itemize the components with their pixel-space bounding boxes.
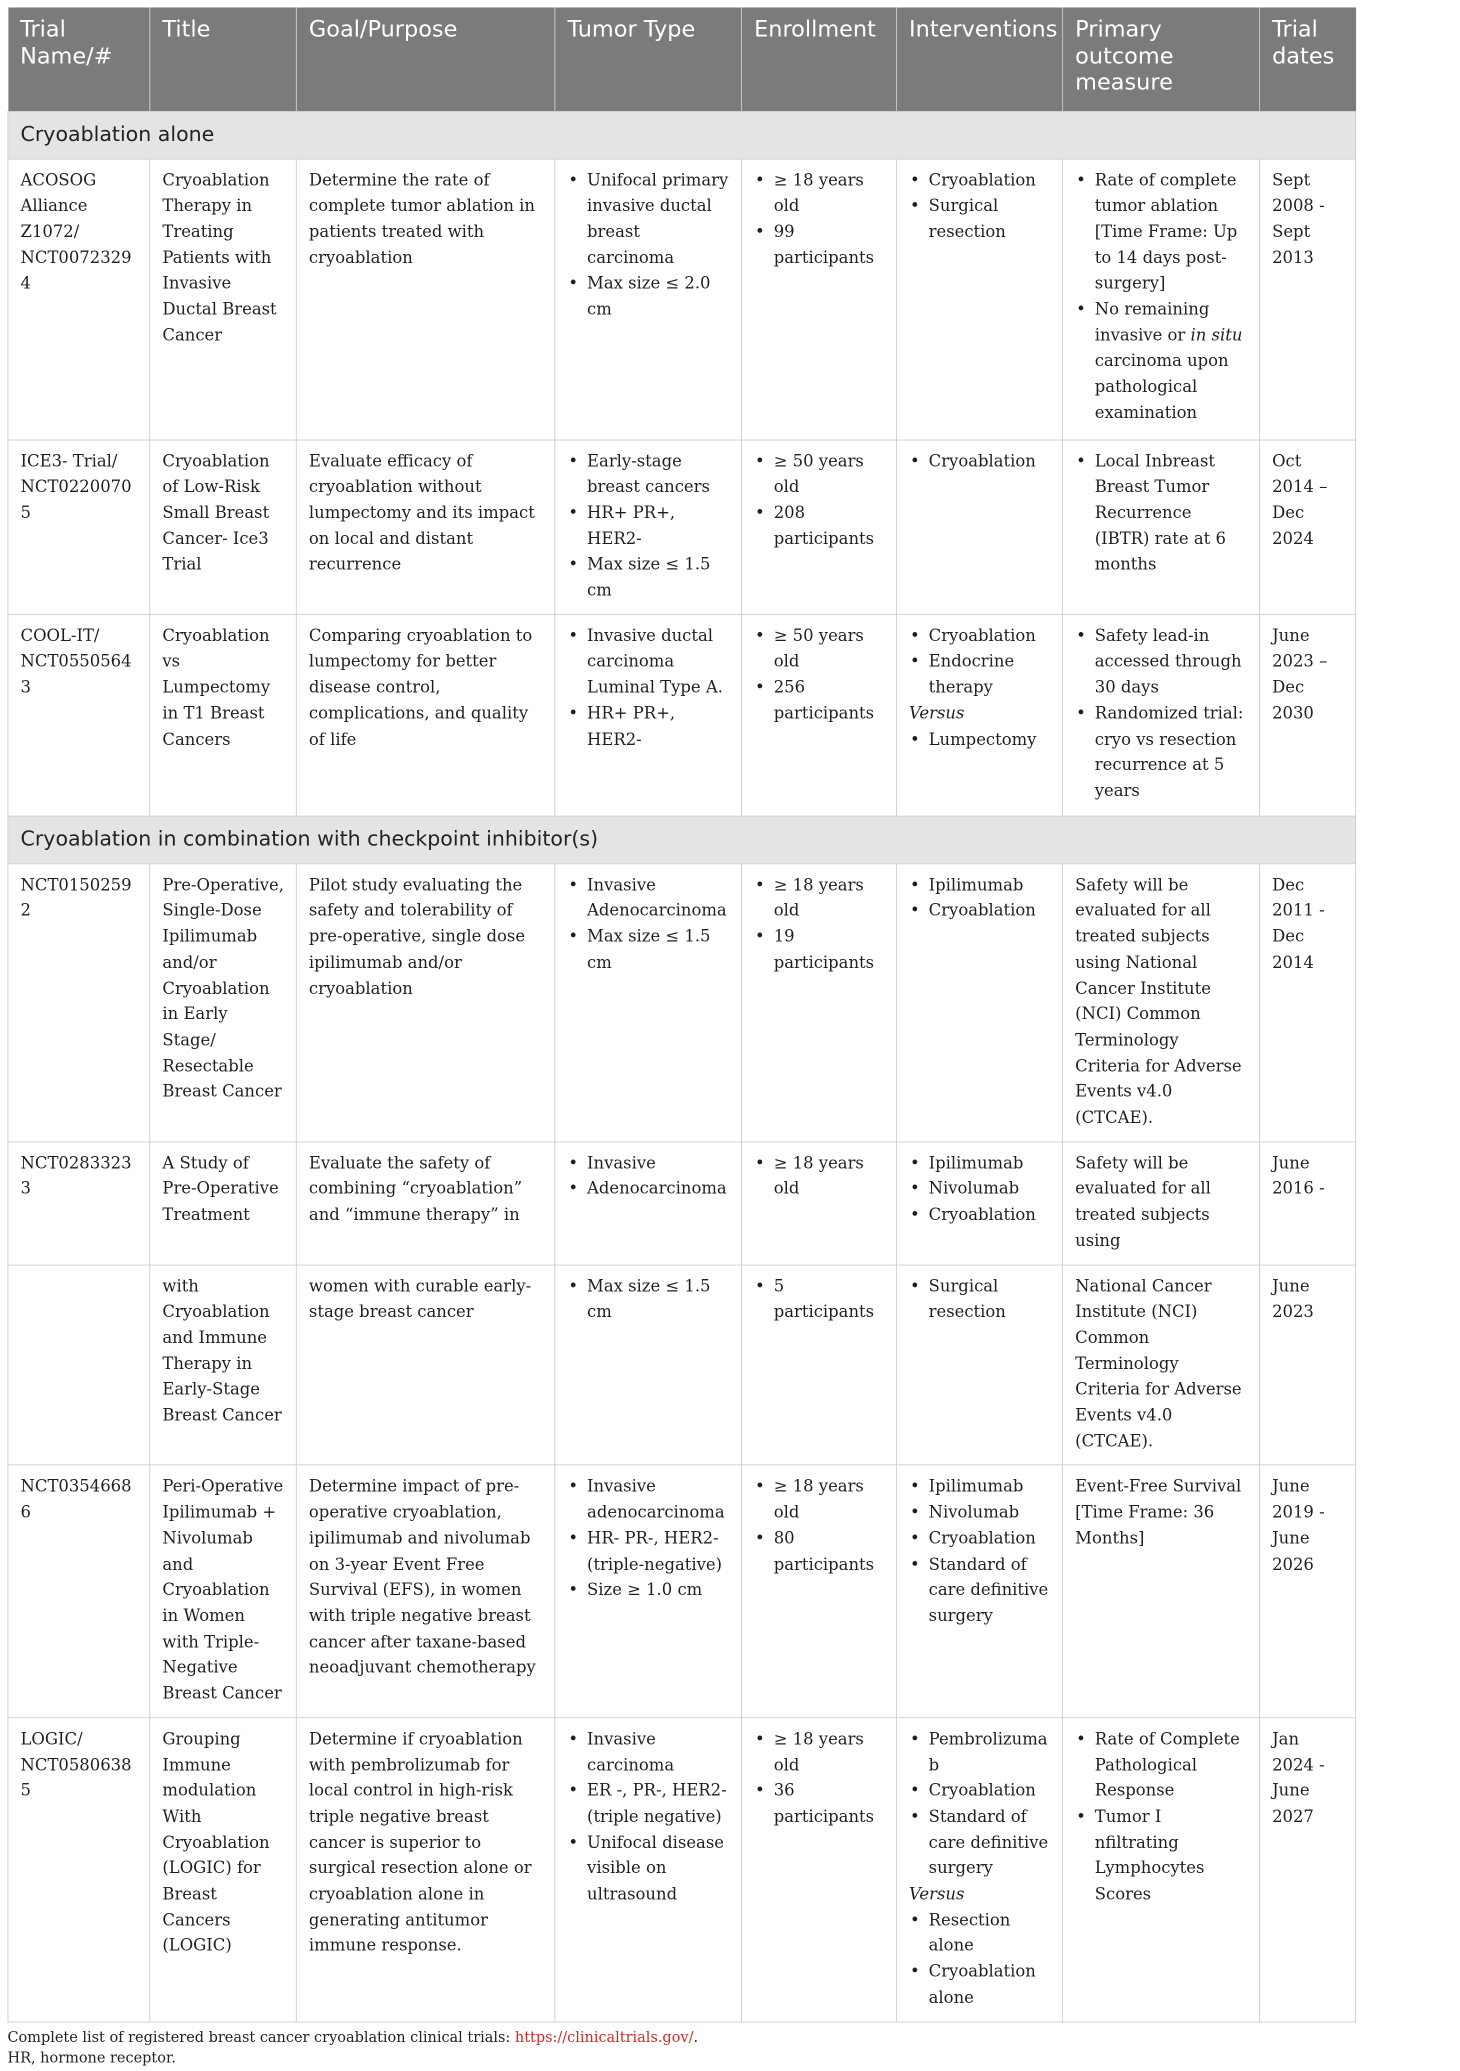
trial-dates-cell: Jan 2024 - June 2027 xyxy=(1259,1718,1355,2022)
footnote-period: . xyxy=(693,2029,699,2046)
list-item: • ER -, PR-, HER2- (triple negative) xyxy=(567,1779,729,1831)
goal-cell: Determine the rate of complete tumor ablation in patients treated with cryoablation xyxy=(296,159,555,440)
outcome-text: No remaining invasive or xyxy=(1094,300,1210,346)
interventions-cell xyxy=(896,440,1062,615)
list-item: • Unifocal primary invasive ductal breast carcinoma xyxy=(567,168,729,271)
list-item: • Cryoablation xyxy=(909,1779,1051,1805)
table-row xyxy=(8,1142,1356,1265)
tumor-list xyxy=(567,449,729,604)
section-row xyxy=(8,816,1356,864)
outcome-text: carcinoma upon pathological examination xyxy=(1094,352,1229,423)
list-item: • Max size ≤ 2.0 cm xyxy=(567,272,729,324)
enrollment-cell xyxy=(742,864,897,1142)
list-item: • HR- PR-, HER2- (triple-negative) xyxy=(567,1527,729,1579)
goal-cell: Determine if cryoablation with pembrolizumab for local control in high-risk triple negative breast cancer is superior to surgical resection alone or cryoablation alone in generating antitumor immune response. xyxy=(296,1718,555,2022)
list-item: • Ipilimumab xyxy=(909,873,1051,899)
interventions-cell xyxy=(896,1465,1062,1717)
trial-dates-cell: June 2023 – Dec 2030 xyxy=(1259,614,1355,816)
header-title: Title xyxy=(150,7,297,111)
list-item xyxy=(1075,298,1248,427)
enrollment-cell xyxy=(742,440,897,615)
list-item: • 80 participants xyxy=(754,1527,885,1579)
list-item: • Standard of care definitive surgery xyxy=(909,1553,1051,1631)
tumor-list xyxy=(567,873,729,976)
outcome-cell: Event-Free Survival [Time Frame: 36 Months] xyxy=(1063,1465,1260,1717)
outcome-cell: Safety will be evaluated for all treated subjects using xyxy=(1063,1142,1260,1265)
list-item: • Max size ≤ 1.5 cm xyxy=(567,925,729,977)
list-item: • HR+ PR+, HER2- xyxy=(567,702,729,754)
versus-label: Versus xyxy=(909,1885,965,1904)
list-item: • Tumor I nfiltrating Lymphocytes Scores xyxy=(1075,1805,1248,1908)
list-item: • Resection alone xyxy=(909,1908,1051,1960)
enrollment-list xyxy=(754,449,885,552)
interventions-list xyxy=(909,449,1051,475)
clinicaltrials-link[interactable]: https://clinicaltrials.gov/ xyxy=(514,2029,694,2046)
table-row xyxy=(8,159,1356,440)
list-item: • Rate of Complete Pathological Response xyxy=(1075,1727,1248,1805)
tumor-type-cell xyxy=(555,1265,742,1466)
list-item: • Nivolumab xyxy=(909,1501,1051,1527)
enrollment-list xyxy=(754,1151,885,1203)
goal-cell: Comparing cryoablation to lumpectomy for better disease control, complications, and quality of life xyxy=(296,614,555,816)
interventions-list-alt xyxy=(909,1908,1051,2011)
outcome-cell xyxy=(1063,614,1260,816)
trial-name-cell: ICE3- Trial/ NCT02200705 xyxy=(8,440,150,615)
footnote-abbreviation: HR, hormone receptor. xyxy=(7,2049,176,2067)
tumor-list xyxy=(567,168,729,323)
interventions-list xyxy=(909,1274,1051,1326)
outcome-italic: in situ xyxy=(1190,326,1243,346)
interventions-list xyxy=(909,168,1051,246)
trial-dates-cell: June 2016 - xyxy=(1259,1142,1355,1265)
enrollment-list xyxy=(754,1727,885,1830)
table-row xyxy=(8,1265,1356,1466)
list-item: • Unifocal disease visible on ultrasound xyxy=(567,1831,729,1909)
interventions-cell xyxy=(896,1265,1062,1466)
title-cell: Grouping Immune modulation With Cryoablation (LOGIC) for Breast Cancers (LOGIC) xyxy=(150,1718,297,2022)
list-item: • 5 participants xyxy=(754,1274,885,1326)
interventions-cell xyxy=(896,614,1062,816)
goal-cell: Determine impact of pre-operative cryoablation, ipilimumab and nivolumab on 3-year Event Free Survival (EFS), in women with triple negative breast cancer after taxane-based neoadjuvant chemotherapy xyxy=(296,1465,555,1717)
list-item: • Invasive Adenocarcinoma xyxy=(567,873,729,925)
list-item: • Invasive xyxy=(567,1151,729,1177)
list-item: • Cryoablation xyxy=(909,168,1051,194)
list-item: • Max size ≤ 1.5 cm xyxy=(567,1274,729,1326)
list-item: • 256 participants xyxy=(754,676,885,728)
interventions-list xyxy=(909,1475,1051,1630)
list-item: • Pembrolizumab xyxy=(909,1727,1051,1779)
trial-name-cell: COOL-IT/ NCT05505643 xyxy=(8,614,150,816)
trial-dates-cell: June 2019 - June 2026 xyxy=(1259,1465,1355,1717)
footnote-text: Complete list of registered breast cancer cryoablation clinical trials: xyxy=(7,2029,515,2046)
title-cell: Cryoablation Therapy in Treating Patients with Invasive Ductal Breast Cancer xyxy=(150,159,297,440)
list-item: • Cryoablation xyxy=(909,1203,1051,1229)
tumor-type-cell xyxy=(555,159,742,440)
list-item: • ≥ 18 years old xyxy=(754,1727,885,1779)
interventions-cell xyxy=(896,864,1062,1142)
outcome-cell xyxy=(1063,1718,1260,2022)
list-item: • Standard of care definitive surgery xyxy=(909,1805,1051,1883)
enrollment-list xyxy=(754,1475,885,1578)
title-cell: Cryoablation of Low-Risk Small Breast Cancer- Ice3 Trial xyxy=(150,440,297,615)
tumor-type-cell xyxy=(555,864,742,1142)
trial-name-cell xyxy=(8,1265,150,1466)
interventions-list xyxy=(909,1151,1051,1229)
enrollment-list xyxy=(754,873,885,976)
enrollment-cell xyxy=(742,159,897,440)
trial-dates-cell: June 2023 xyxy=(1259,1265,1355,1466)
enrollment-cell xyxy=(742,1465,897,1717)
table-row xyxy=(8,864,1356,1142)
list-item: • 99 participants xyxy=(754,220,885,272)
goal-cell: Evaluate efficacy of cryoablation without lumpectomy and its impact on local and distant recurrence xyxy=(296,440,555,615)
interventions-cell xyxy=(896,1142,1062,1265)
section-row xyxy=(8,111,1356,159)
enrollment-list xyxy=(754,168,885,271)
list-item: • ≥ 50 years old xyxy=(754,624,885,676)
list-item: • Cryoablation xyxy=(909,899,1051,925)
tumor-type-cell xyxy=(555,614,742,816)
section-label: Cryoablation in combination with checkpoint inhibitor(s) xyxy=(8,816,1356,864)
outcome-list xyxy=(1075,449,1248,578)
list-item: • 36 participants xyxy=(754,1779,885,1831)
trial-name-cell: NCT02833233 xyxy=(8,1142,150,1265)
list-item: • Safety lead-in accessed through 30 days xyxy=(1075,624,1248,702)
table-row xyxy=(8,440,1356,615)
interventions-list-alt xyxy=(909,728,1051,754)
enrollment-cell xyxy=(742,1718,897,2022)
list-item: • ≥ 18 years old xyxy=(754,873,885,925)
list-item: • Ipilimumab xyxy=(909,1475,1051,1501)
enrollment-cell xyxy=(742,1265,897,1466)
tumor-type-cell xyxy=(555,1718,742,2022)
section-label: Cryoablation alone xyxy=(8,111,1356,159)
title-cell: Peri-Operative Ipilimumab + Nivolumab and Cryoablation in Women with Triple-Negative Breast Cancer xyxy=(150,1465,297,1717)
enrollment-cell xyxy=(742,1142,897,1265)
list-item: • Surgical resection xyxy=(909,194,1051,246)
tumor-type-cell xyxy=(555,440,742,615)
title-cell: with Cryoablation and Immune Therapy in Early-Stage Breast Cancer xyxy=(150,1265,297,1466)
list-item: • Endocrine therapy xyxy=(909,650,1051,702)
list-item: • Rate of complete tumor ablation [Time Frame: Up to 14 days post-surgery] xyxy=(1075,168,1248,297)
trials-table xyxy=(7,7,1356,2022)
list-item: • ≥ 18 years old xyxy=(754,1151,885,1203)
outcome-cell xyxy=(1063,440,1260,615)
table-row xyxy=(8,1718,1356,2022)
title-cell: A Study of Pre-Operative Treatment xyxy=(150,1142,297,1265)
trial-name-cell: NCT01502592 xyxy=(8,864,150,1142)
outcome-cell xyxy=(1063,159,1260,440)
interventions-list xyxy=(909,1727,1051,1882)
trial-dates-cell: Dec 2011 - Dec 2014 xyxy=(1259,864,1355,1142)
table-row xyxy=(8,614,1356,816)
interventions-list xyxy=(909,873,1051,925)
enrollment-list xyxy=(754,1274,885,1326)
list-item: • Early-stage breast cancers xyxy=(567,449,729,501)
enrollment-list xyxy=(754,624,885,727)
outcome-cell: Safety will be evaluated for all treated subjects using National Cancer Institute (NCI) Common Terminology Criteria for Adverse Events v4.0 (CTCAE). xyxy=(1063,864,1260,1142)
list-item: • Lumpectomy xyxy=(909,728,1051,754)
list-item: • Size ≥ 1.0 cm xyxy=(567,1578,729,1604)
trial-name-cell: ACOSOG Alliance Z1072/ NCT00723294 xyxy=(8,159,150,440)
title-cell: Cryoablation vs Lumpectomy in T1 Breast Cancers xyxy=(150,614,297,816)
trial-dates-cell: Oct 2014 – Dec 2024 xyxy=(1259,440,1355,615)
trial-name-cell: LOGIC/ NCT05806385 xyxy=(8,1718,150,2022)
list-item: • HR+ PR+, HER2- xyxy=(567,501,729,553)
list-item: • Cryoablation xyxy=(909,449,1051,475)
header-interventions: Interventions xyxy=(896,7,1062,111)
list-item: • Invasive adenocarcinoma xyxy=(567,1475,729,1527)
tumor-list xyxy=(567,1151,729,1203)
list-item: • Max size ≤ 1.5 cm xyxy=(567,553,729,605)
list-item: • Invasive ductal carcinoma Luminal Type A. xyxy=(567,624,729,702)
list-item: • Cryoablation xyxy=(909,624,1051,650)
list-item: • Nivolumab xyxy=(909,1177,1051,1203)
header-primary-outcome: Primary outcome measure xyxy=(1063,7,1260,111)
tumor-type-cell xyxy=(555,1142,742,1265)
header-row xyxy=(8,7,1356,111)
goal-cell: women with curable early-stage breast cancer xyxy=(296,1265,555,1466)
interventions-list xyxy=(909,624,1051,702)
outcome-cell: National Cancer Institute (NCI) Common Terminology Criteria for Adverse Events v4.0 (CTCAE). xyxy=(1063,1265,1260,1466)
header-tumor-type: Tumor Type xyxy=(555,7,742,111)
list-item: • Cryoablation alone xyxy=(909,1960,1051,2012)
tumor-list xyxy=(567,1727,729,1908)
enrollment-cell xyxy=(742,614,897,816)
goal-cell: Evaluate the safety of combining “cryoablation” and “immune therapy” in xyxy=(296,1142,555,1265)
list-item: • Local Inbreast Breast Tumor Recurrence (IBTR) rate at 6 months xyxy=(1075,449,1248,578)
trial-dates-cell: Sept 2008 - Sept 2013 xyxy=(1259,159,1355,440)
table-row xyxy=(8,1465,1356,1717)
list-item: • Adenocarcinoma xyxy=(567,1177,729,1203)
header-trial-name: Trial Name/# xyxy=(8,7,150,111)
list-item: • ≥ 18 years old xyxy=(754,168,885,220)
outcome-list xyxy=(1075,1727,1248,1908)
list-item: • Ipilimumab xyxy=(909,1151,1051,1177)
list-item: • 208 participants xyxy=(754,501,885,553)
list-item: • ≥ 18 years old xyxy=(754,1475,885,1527)
list-item: • Randomized trial: cryo vs resection recurrence at 5 years xyxy=(1075,702,1248,805)
tumor-list xyxy=(567,1475,729,1604)
list-item: • 19 participants xyxy=(754,925,885,977)
list-item: • Cryoablation xyxy=(909,1527,1051,1553)
list-item: • Surgical resection xyxy=(909,1274,1051,1326)
trial-name-cell: NCT03546686 xyxy=(8,1465,150,1717)
list-item: • ≥ 50 years old xyxy=(754,449,885,501)
tumor-list xyxy=(567,1274,729,1326)
versus-label: Versus xyxy=(909,704,965,724)
header-enrollment: Enrollment xyxy=(742,7,897,111)
outcome-list xyxy=(1075,624,1248,805)
tumor-type-cell xyxy=(555,1465,742,1717)
interventions-cell xyxy=(896,1718,1062,2022)
header-trial-dates: Trial dates xyxy=(1259,7,1355,111)
goal-cell: Pilot study evaluating the safety and tolerability of pre-operative, single dose ipilimumab and/or cryoablation xyxy=(296,864,555,1142)
footnote-source xyxy=(7,2027,1355,2048)
list-item: • Invasive carcinoma xyxy=(567,1727,729,1779)
tumor-list xyxy=(567,624,729,753)
outcome-list xyxy=(1075,168,1248,427)
interventions-cell xyxy=(896,159,1062,440)
title-cell: Pre-Operative, Single-Dose Ipilimumab and/or Cryoablation in Early Stage/ Resectable Breast Cancer xyxy=(150,864,297,1142)
header-goal: Goal/Purpose xyxy=(296,7,555,111)
